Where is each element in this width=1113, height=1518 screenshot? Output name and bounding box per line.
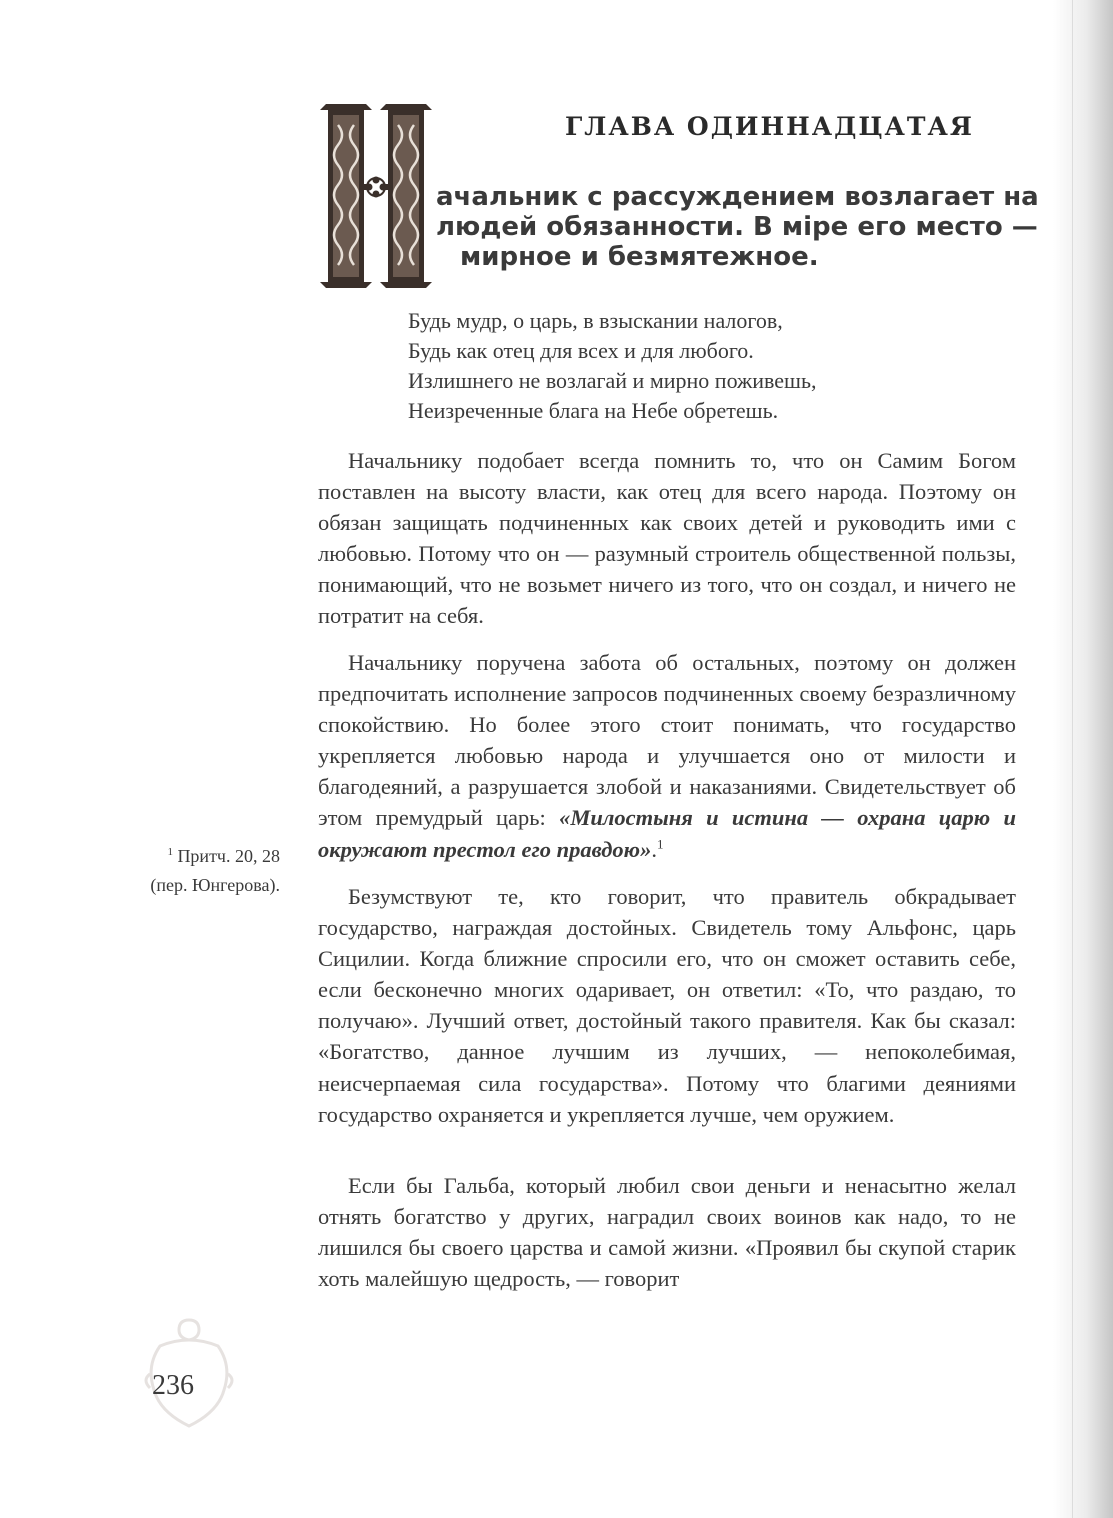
footnote-reference[interactable]: 1 (656, 836, 664, 852)
verse-line-1: Будь мудр, о царь, в взыскании налогов, (408, 308, 783, 333)
footnote (130, 838, 280, 900)
chapter-title: ГЛАВА ОДИННАДЦАТАЯ (565, 112, 974, 141)
paragraph-2-text: Начальнику поручена забота об остальных, поэтому он должен предпочитать исполнение запросов подчиненных своему безразличному спокойствию. Но более этого стоит понимать, что государство укрепляется любовью народа и улучшается оно от милости и благодеяний, а разрушается злобой и наказаниями. Свидетельствует об этом премудрый царь: (318, 650, 1016, 831)
chapter-heading-line-3: мирное и безмятежное. (460, 242, 819, 272)
spine-shadow (1053, 0, 1113, 1518)
drop-cap-icon (316, 100, 436, 290)
verse-line-3: Излишнего не возлагай и мирно поживешь, (408, 368, 817, 393)
paragraph-2-end: . (651, 836, 657, 862)
chapter-heading-line-1: ачальник с рассуждением возлагает на (436, 182, 1039, 212)
verse-line-4: Неизреченные блага на Небе обретешь. (408, 398, 779, 423)
footnote-mark: 1 (167, 846, 173, 858)
paragraph-2 (318, 647, 1016, 865)
verse-line-2: Будь как отец для всех и для любого. (408, 338, 754, 363)
chapter-heading-line-2: людей обязанности. В міре его место — (436, 212, 1038, 242)
paragraph-1: Начальнику подобает всегда помнить то, что он Самим Богом поставлен на высоту власти, как отец для всего народа. Поэтому он обязан защищать подчиненных как своих детей и руководить ими с любовью. Потому что он — разумный строитель общественной пользы, понимающий, что не возьмет ничего из того, что он создал, и ничего не потратит на себя. (318, 448, 1016, 629)
scripture-quote: «Милостыня и истина — охрана царю и окружают престол его правдою» (318, 805, 1016, 862)
drop-cap-ornamental-letter (316, 100, 436, 290)
paragraph-3: Безумствуют те, кто говорит, что правитель обкрадывает государство, награждая достойных. Свидетель тому Альфонс, царь Сицилии. Когда ближние спросили его, что он сможет оставить себе, если бесконечно многих одаривает, он ответил: «То, что раздаю, то получаю». Лучший ответ, достойный такого правителя. Как бы сказал: «Богатство, данное лучшим из лучших, — непоколебимая, неисчерпаемая сила государства». Потому что благими деяниями государство охраняется и укрепляется лучше, чем оружием. (318, 884, 1016, 1127)
footnote-text-1: Притч. 20, 28 (177, 846, 280, 866)
footnote-text-2: (пер. Юнгерова). (150, 875, 280, 895)
paragraph-4: Если бы Гальба, который любил свои деньги и ненасытно желал отнять богатство у других, наградил своих воинов как надо, то не лишился бы своего царства и самой жизни. «Проявил бы скупой старик хоть малейшую щедрость, — говорит (318, 1173, 1016, 1292)
page-number: 236 (152, 1370, 194, 1401)
